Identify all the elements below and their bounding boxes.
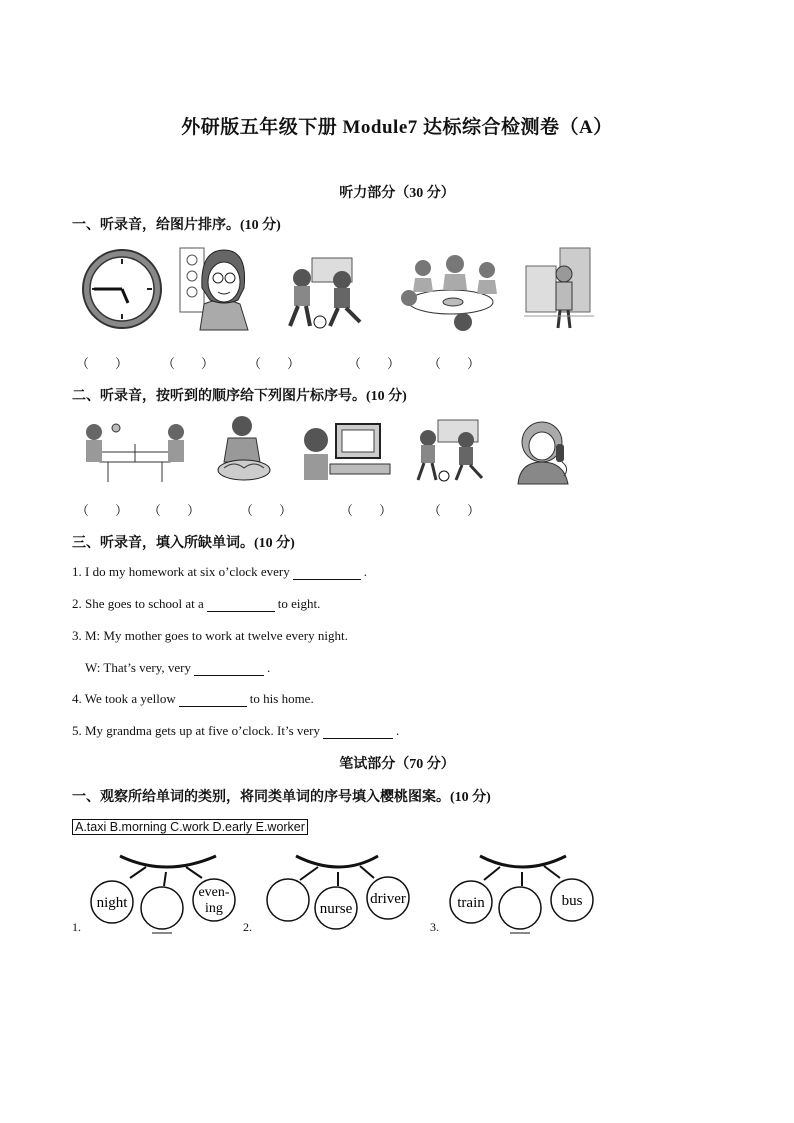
q2-answer-2[interactable]: （ ）	[148, 503, 201, 518]
clock-picture	[80, 247, 164, 331]
cherry-diagram-2	[260, 850, 416, 934]
q3-item-3-text: 3. M: My mother goes to work at twelve every night.	[72, 628, 348, 643]
q3-item-5-after: .	[396, 723, 400, 738]
table-tennis-picture	[80, 416, 190, 488]
q1-answer-3[interactable]: （ ）	[248, 356, 301, 371]
cherry-1-word-3a: even-	[198, 885, 230, 900]
q2-answer-5[interactable]: （ ）	[428, 503, 481, 518]
family-dinner-picture	[393, 252, 505, 336]
q2-answer-3[interactable]: （ ）	[240, 503, 293, 518]
cherry-3-number: 3.	[430, 920, 439, 934]
q3-item-3b	[85, 660, 270, 676]
q3-blank-5[interactable]	[323, 724, 393, 739]
q3-item-1-after: .	[363, 564, 367, 579]
q3-item-3	[72, 628, 348, 644]
q2-answer-4[interactable]: （ ）	[340, 503, 393, 518]
q3-blank-4[interactable]	[179, 692, 247, 707]
page-title: 外研版五年级下册 Module7 达标综合检测卷（A）	[181, 117, 613, 138]
q3-item-4-after: to his home.	[249, 691, 314, 706]
cherry-2-number: 2.	[243, 920, 252, 934]
teacher-picture	[178, 244, 262, 334]
q3-item-1	[72, 564, 367, 580]
q3-item-1-text: 1. I do my homework at six o’clock every	[72, 564, 290, 579]
q2-heading: 二、听录音，按听到的顺序给下列图片标序号。(10 分)	[72, 389, 407, 404]
grandpa-walking-picture	[524, 244, 594, 332]
q3-heading: 三、听录音，填入所缺单词。(10 分)	[72, 536, 295, 551]
q3-item-2-after: to eight.	[277, 596, 321, 611]
cherry-2-word-3: driver	[370, 891, 406, 907]
q3-item-5-text: 5. My grandma gets up at five o’clock. It’s very	[72, 723, 321, 738]
q3-blank-2[interactable]	[207, 597, 275, 612]
cherry-3-word-1: train	[457, 895, 485, 911]
q3-item-4-text: 4. We took a yellow	[72, 691, 176, 706]
cherry-3-word-3: bus	[561, 893, 583, 909]
kids-football-picture	[280, 256, 372, 334]
q1-heading: 一、听录音，给图片排序。(10 分)	[72, 218, 281, 233]
cherry-1-word-1: night	[96, 895, 128, 911]
q3-blank-1[interactable]	[293, 565, 361, 580]
q3-item-2-text: 2. She goes to school at a	[72, 596, 204, 611]
q3-item-4	[72, 691, 314, 707]
written-section-header: 笔试部分（70 分）	[339, 757, 455, 772]
cherry-diagram-3	[444, 850, 600, 934]
q1-answer-2[interactable]: （ ）	[162, 356, 215, 371]
word-options-box: A.taxi B.morning C.work D.early E.worker	[72, 819, 308, 835]
q1-answer-5[interactable]: （ ）	[428, 356, 481, 371]
w1-heading: 一、观察所给单词的类别，将同类单词的序号填入樱桃图案。(10 分)	[72, 790, 491, 805]
computer-picture	[300, 420, 392, 486]
q1-answer-1[interactable]: （ ）	[76, 356, 129, 371]
q3-blank-3[interactable]	[194, 661, 264, 676]
cherry-1-number: 1.	[72, 920, 81, 934]
q2-answer-1[interactable]: （ ）	[76, 503, 129, 518]
q3-item-3b-text: W: That’s very, very	[85, 660, 192, 675]
girl-eating-noodles-picture	[214, 412, 274, 488]
q3-item-2	[72, 596, 320, 612]
grandma-phone-picture	[512, 418, 576, 486]
q1-answer-4[interactable]: （ ）	[348, 356, 401, 371]
cherry-1-word-3b: ing	[205, 901, 223, 916]
q3-item-3b-after: .	[267, 660, 271, 675]
kids-football-picture-2	[410, 418, 494, 486]
cherry-diagram-1	[86, 850, 242, 934]
listening-section-header: 听力部分（30 分）	[339, 186, 455, 201]
q3-item-5	[72, 723, 399, 739]
cherry-2-word-2: nurse	[319, 901, 353, 917]
